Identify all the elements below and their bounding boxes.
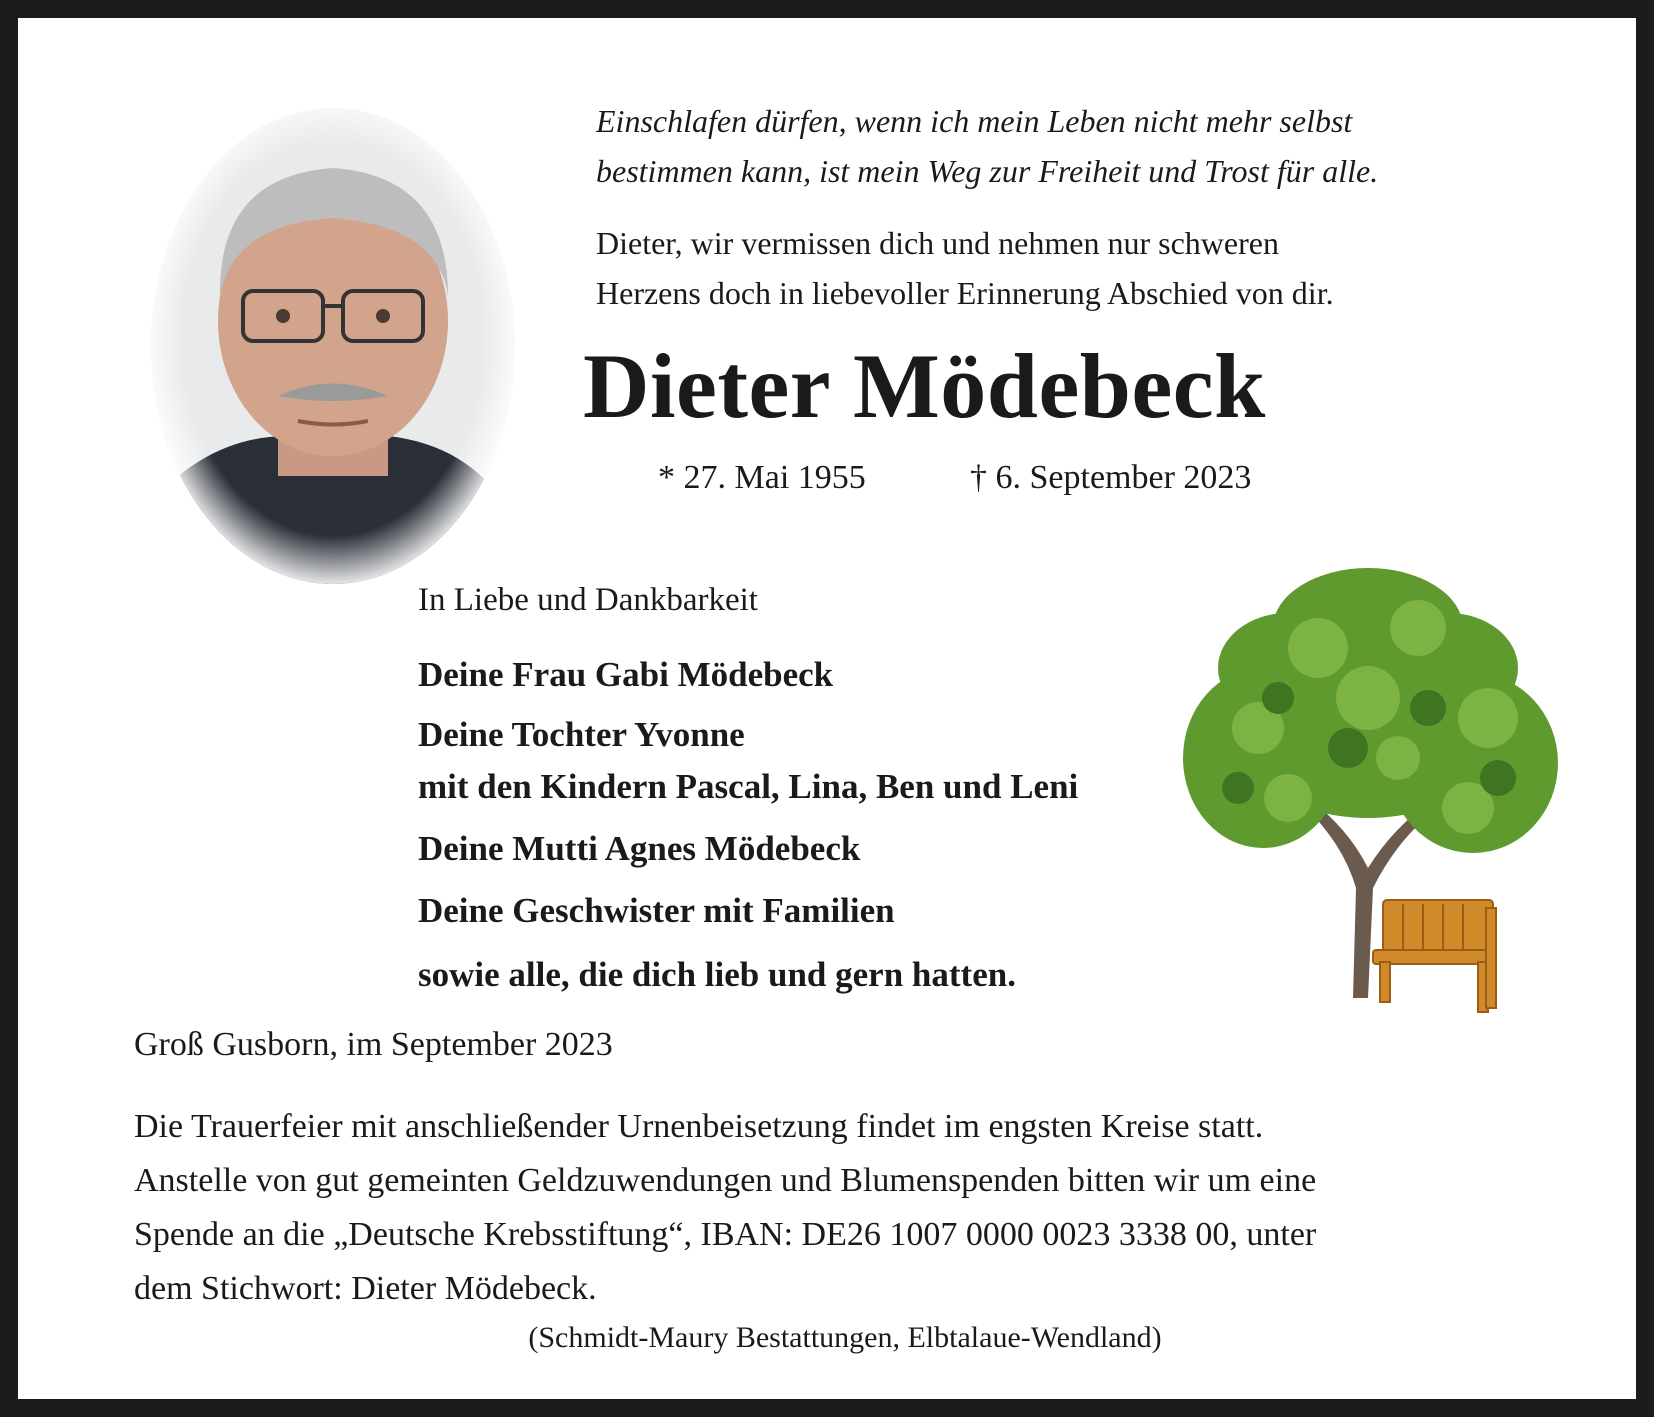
mourners-intro: In Liebe und Dankbarkeit <box>418 582 758 618</box>
tree-and-bench-illustration <box>1168 558 1588 1038</box>
mourner-line: sowie alle, die dich lieb und gern hatten. <box>418 955 1016 994</box>
epigraph-quote <box>596 96 1596 196</box>
funeral-home: (Schmidt-Maury Bestattungen, Elbtalaue-Wendland) <box>528 1321 1162 1354</box>
mourner-line: Deine Tochter Yvonne <box>418 715 745 754</box>
portrait-photo <box>148 106 518 591</box>
quote-line-2: bestimmen kann, ist mein Weg zur Freiheit und Trost für alle. <box>596 153 1379 189</box>
place-and-date: Groß Gusborn, im September 2023 <box>134 1026 613 1063</box>
farewell-intro <box>596 218 1596 318</box>
notice-line: dem Stichwort: Dieter Mödebeck. <box>134 1270 597 1307</box>
deceased-name: Dieter Mödebeck <box>583 335 1266 437</box>
mourner-line: Deine Geschwister mit Familien <box>418 891 895 930</box>
birth-date: * 27. Mai 1955 <box>658 459 866 496</box>
notice-line: Die Trauerfeier mit anschließender Urnenbeisetzung findet im engsten Kreise statt. <box>134 1108 1264 1145</box>
notice-line: Spende an die „Deutsche Krebsstiftung“, IBAN: DE26 1007 0000 0023 3338 00, unter <box>134 1216 1317 1253</box>
quote-line-1: Einschlafen dürfen, wenn ich mein Leben nicht mehr selbst <box>596 103 1353 139</box>
intro-line-2: Herzens doch in liebevoller Erinnerung Abschied von dir. <box>596 275 1334 311</box>
intro-line-1: Dieter, wir vermissen dich und nehmen nur schweren <box>596 225 1279 261</box>
death-date: † 6. September 2023 <box>970 459 1252 496</box>
mourner-line: mit den Kindern Pascal, Lina, Ben und Leni <box>418 767 1079 806</box>
mourner-line: Deine Mutti Agnes Mödebeck <box>418 829 861 868</box>
notice-line: Anstelle von gut gemeinten Geldzuwendungen und Blumenspenden bitten wir um eine <box>134 1162 1317 1199</box>
funeral-notice <box>134 1100 1574 1316</box>
mourner-line: Deine Frau Gabi Mödebeck <box>418 655 834 694</box>
